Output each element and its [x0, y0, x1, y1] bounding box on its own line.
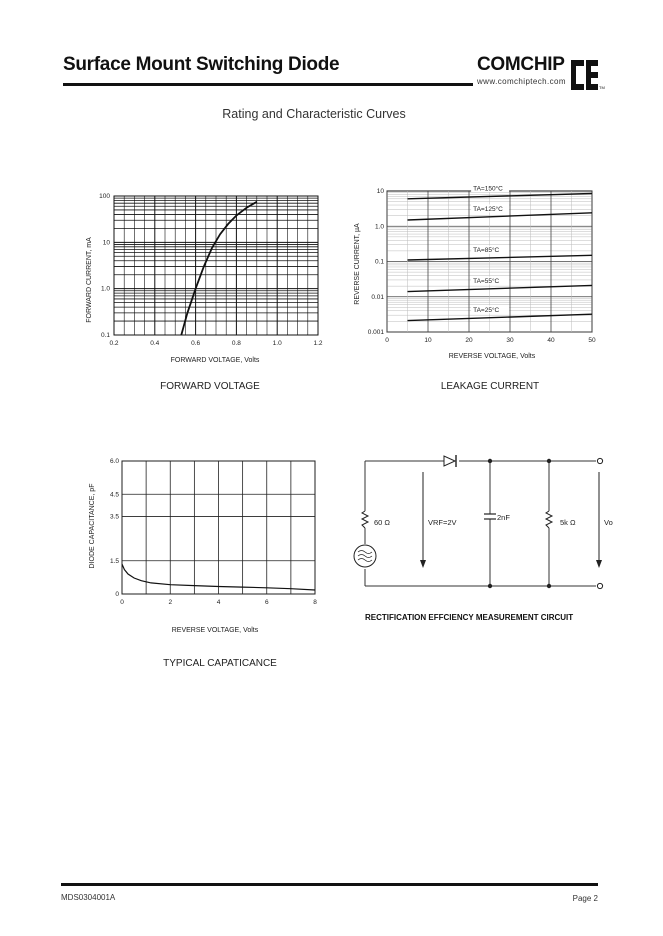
ground-terminal-icon	[597, 583, 602, 588]
forward-voltage-y-ticks	[99, 193, 110, 339]
series-label: TA=55°C	[473, 277, 500, 285]
header-rule	[63, 83, 473, 86]
load-resistor-icon	[546, 511, 552, 528]
forward-voltage-y-label: FORWARD CURRENT, mA	[86, 237, 93, 323]
capacitance-x-ticks	[120, 599, 317, 606]
leakage-current-y-label: REVERSE CURRENT, µA	[354, 223, 361, 305]
vrf-label: VRF=2V	[428, 518, 457, 527]
load-resistor-label: 5k Ω	[560, 518, 576, 527]
series-label: TA=150°C	[473, 185, 503, 193]
x-tick-label: 50	[588, 337, 596, 344]
document-title: Surface Mount Switching Diode	[63, 54, 340, 75]
page-number: Page 2	[572, 894, 598, 903]
source-resistor-label: 60 Ω	[374, 518, 391, 527]
rectification-circuit	[352, 448, 614, 628]
capacitance-x-label: REVERSE VOLTAGE, Volts	[171, 627, 259, 634]
forward-voltage-grid	[114, 196, 318, 335]
x-tick-label: 4	[216, 599, 221, 606]
vo-arrow-icon	[596, 472, 602, 568]
y-tick-label: 1.5	[109, 557, 119, 565]
x-tick-label: 0.8	[231, 340, 241, 347]
ac-source-icon	[354, 545, 376, 567]
y-tick-label: 3.5	[109, 513, 119, 521]
x-tick-label: 0	[120, 599, 124, 606]
leakage-current-chart	[345, 182, 605, 372]
x-tick-label: 6	[264, 599, 269, 606]
x-tick-label: 2	[168, 599, 173, 606]
capacitance-caption: TYPICAL CAPATICANCE	[163, 658, 277, 669]
capacitance-chart	[80, 450, 340, 640]
source-resistor-icon	[362, 511, 368, 528]
comchip-logo-icon	[571, 60, 605, 90]
leakage-current-caption: LEAKAGE CURRENT	[440, 381, 540, 392]
capacitance-grid	[122, 461, 315, 594]
capacitance-y-ticks	[110, 458, 119, 598]
x-tick-label: 20	[465, 337, 473, 344]
forward-voltage-caption: FORWARD VOLTAGE	[160, 381, 260, 392]
section-title: Rating and Characteristic Curves	[222, 107, 406, 121]
x-tick-label: 30	[506, 337, 514, 344]
leakage-current-x-ticks	[385, 337, 596, 344]
capacitor-icon	[484, 514, 496, 519]
x-tick-label: 10	[424, 337, 432, 344]
x-tick-label: 40	[547, 337, 555, 344]
y-tick-label: 0.01	[371, 293, 384, 301]
y-tick-label: 0.1	[100, 332, 110, 339]
forward-voltage-x-label: FORWARD VOLTAGE, Volts	[170, 357, 260, 364]
y-tick-label: 1.0	[100, 285, 110, 293]
x-tick-label: 0.2	[109, 340, 119, 347]
y-tick-label: 0.1	[374, 258, 384, 266]
x-tick-label: 8	[313, 599, 317, 606]
y-tick-label: 6.0	[109, 458, 119, 465]
vrf-arrow-icon	[420, 472, 426, 568]
leakage-current-x-label: REVERSE VOLTAGE, Volts	[448, 353, 536, 360]
y-tick-label: 0.001	[367, 329, 384, 336]
x-tick-label: 0.6	[191, 340, 201, 347]
leakage-current-y-ticks	[368, 188, 385, 336]
series-label: TA=25°C	[473, 306, 500, 314]
y-tick-label: 100	[99, 193, 110, 200]
capacitor-label: 2nF	[497, 513, 510, 522]
svg-text:TM: TM	[599, 85, 605, 90]
series-label: TA=125°C	[473, 205, 503, 213]
output-label: Vo	[604, 518, 613, 527]
x-tick-label: 1.0	[272, 340, 282, 347]
brand-url: www.comchiptech.com	[477, 77, 566, 86]
footer-rule	[61, 883, 598, 886]
y-tick-label: 10	[102, 239, 110, 247]
x-tick-label: 1.2	[313, 340, 323, 347]
x-tick-label: 0	[385, 337, 389, 344]
document-code: MDS0304001A	[61, 893, 116, 902]
diode-icon	[444, 455, 456, 467]
x-tick-label: 0.4	[150, 340, 160, 347]
forward-voltage-x-ticks	[109, 340, 322, 347]
y-tick-label: 4.5	[109, 491, 119, 499]
output-terminal-icon	[597, 458, 602, 463]
brand-name: COMCHIP	[477, 54, 565, 75]
forward-voltage-chart	[80, 185, 340, 375]
capacitance-y-label: DIODE CAPACITANCE, pF	[89, 483, 96, 569]
series-label: TA=85°C	[473, 247, 500, 255]
y-tick-label: 10	[376, 188, 384, 195]
y-tick-label: 0	[115, 591, 119, 598]
y-tick-label: 1.0	[374, 223, 384, 231]
circuit-caption: RECTIFICATION EFFCIENCY MEASUREMENT CIRCUIT	[365, 613, 574, 622]
